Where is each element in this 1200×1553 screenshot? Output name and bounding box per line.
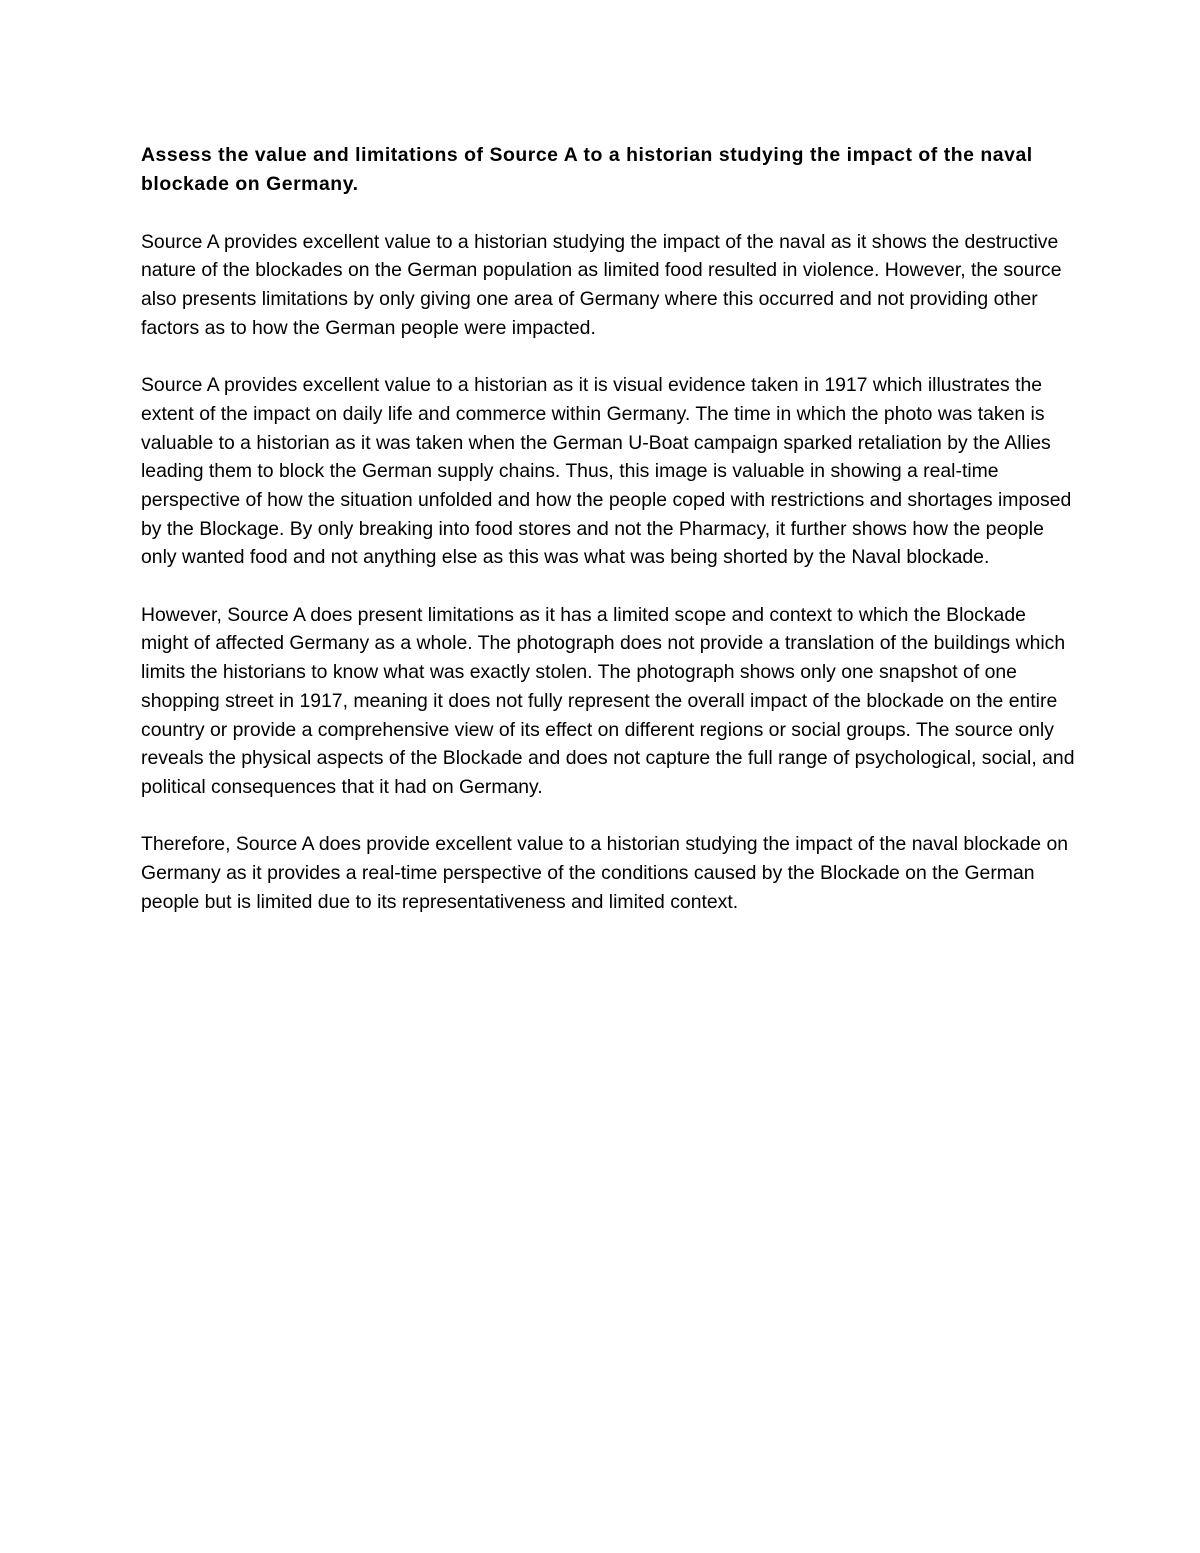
document-page <box>141 141 1076 945</box>
paragraph-2: Source A provides excellent value to a historian as it is visual evidence taken in 1917 which illustrates the extent of the impact on daily life and commerce within Germany. The time in which the photo was taken is valuable to a historian as it was taken when the German U-Boat campaign sparked retaliation by the Allies leading them to block the German supply chains. Thus, this image is valuable in showing a real-time perspective of how the situation unfolded and how the people coped with restrictions and shortages imposed by the Blockage. By only breaking into food stores and not the Pharmacy, it further shows how the people only wanted food and not anything else as this was what was being shorted by the Naval blockade. <box>141 374 1072 569</box>
paragraph-1: Source A provides excellent value to a historian studying the impact of the naval as it shows the destructive nature of the blockades on the German population as limited food resulted in violence. However, the source also presents limitations by only giving one area of Germany where this occurred and not providing other factors as to how the German people were impacted. <box>141 230 1062 339</box>
paragraph-4: Therefore, Source A does provide excellent value to a historian studying the impact of the naval blockade on Germany as it provides a real-time perspective of the conditions caused by the Blockade on the German people but is limited due to its representativeness and limited context. <box>141 833 1069 913</box>
question-heading: Assess the value and limitations of Source A to a historian studying the impact of the naval blockade on Germany. <box>141 144 1033 195</box>
paragraph-3: However, Source A does present limitations as it has a limited scope and context to which the Blockade might of affected Germany as a whole. The photograph does not provide a translation of the buildings which limits the historians to know what was exactly stolen. The photograph shows only one snapshot of one shopping street in 1917, meaning it does not fully represent the overall impact of the blockade on the entire country or provide a comprehensive view of its effect on different regions or social groups. The source only reveals the physical aspects of the Blockade and does not capture the full range of psychological, social, and political consequences that it had on Germany. <box>141 603 1075 798</box>
